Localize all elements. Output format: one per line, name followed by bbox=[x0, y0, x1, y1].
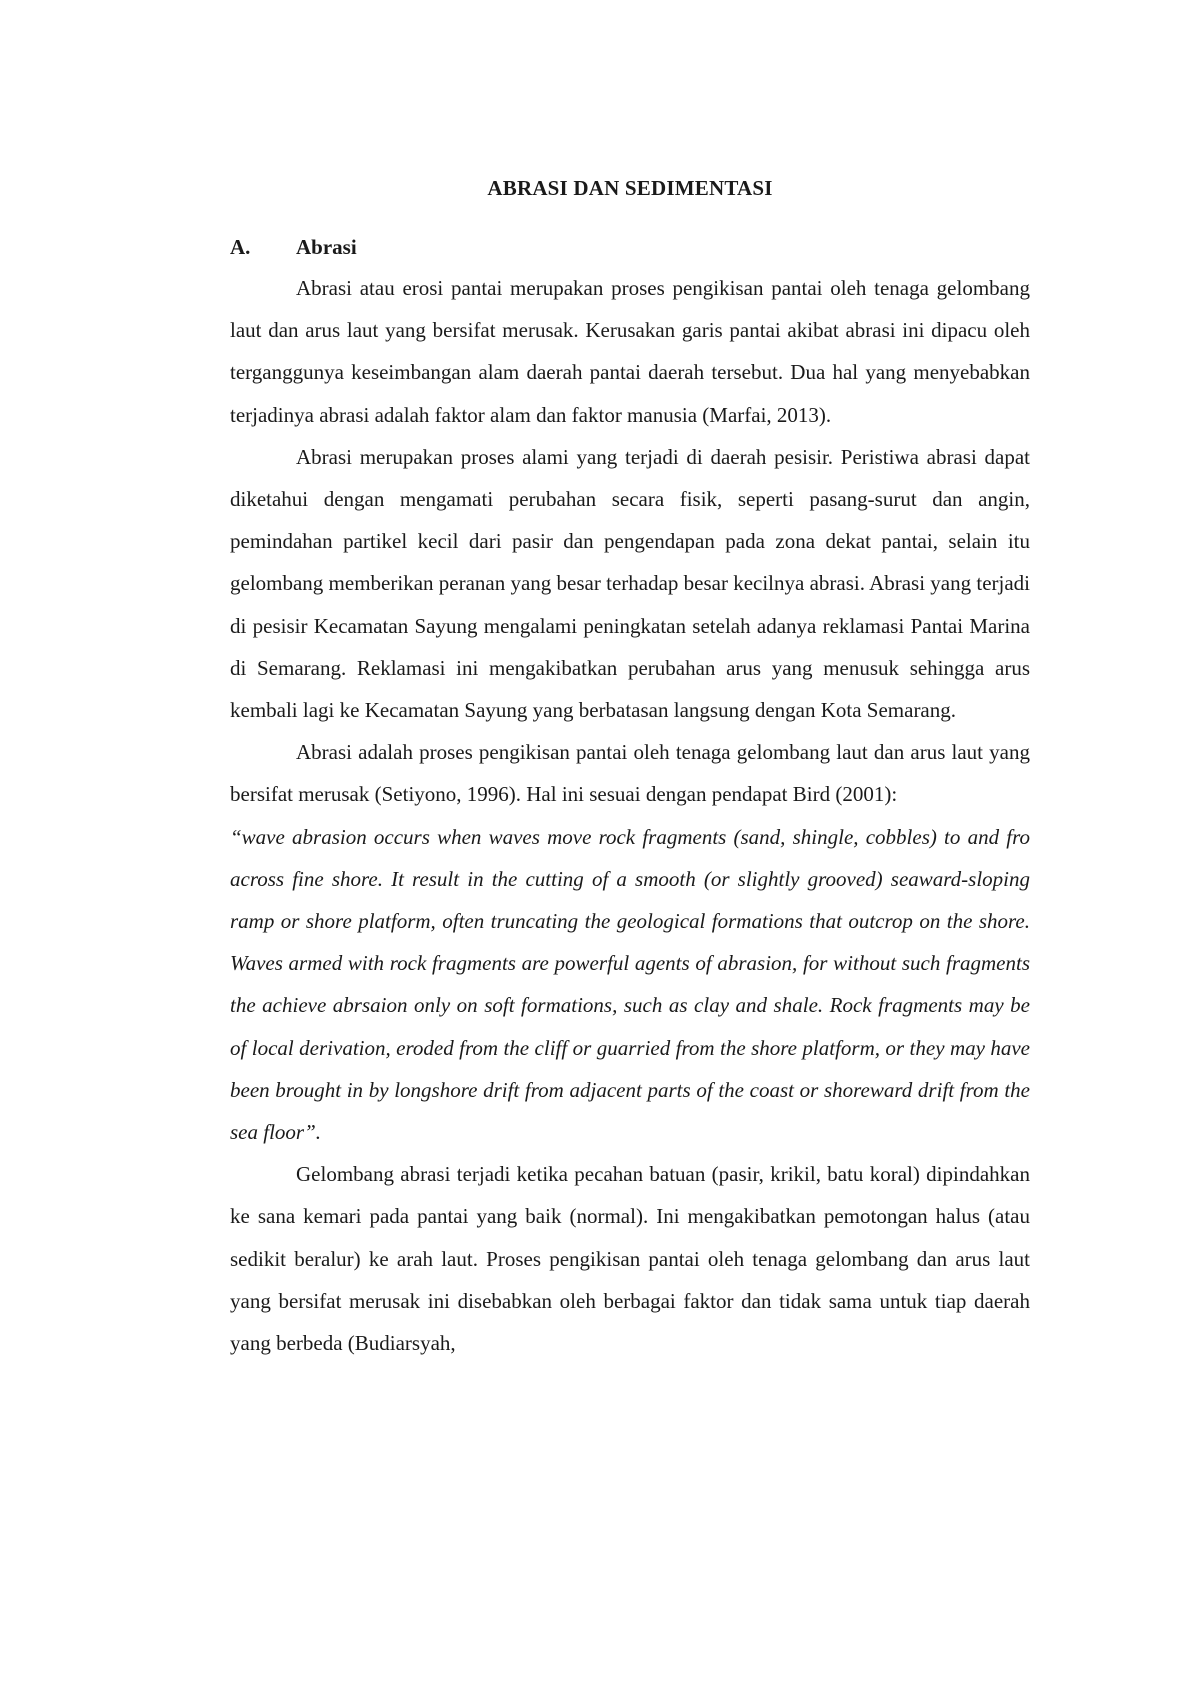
paragraph-2: Abrasi merupakan proses alami yang terjadi di daerah pesisir. Peristiwa abrasi dapat diketahui dengan mengamati perubahan secara fisik, seperti pasang-surut dan angin, pemindahan partikel kecil dari pasir dan pengendapan pada zona dekat pantai, selain itu gelombang memberikan peranan yang besar terhadap besar kecilnya abrasi. Abrasi yang terjadi di pesisir Kecamatan Sayung mengalami peningkatan setelah adanya reklamasi Pantai Marina di Semarang. Reklamasi ini mengakibatkan perubahan arus yang menusuk sehingga arus kembali lagi ke Kecamatan Sayung yang berbatasan langsung dengan Kota Semarang. bbox=[230, 444, 1031, 723]
document-title: ABRASI DAN SEDIMENTASI bbox=[487, 176, 773, 200]
paragraph-3: Abrasi adalah proses pengikisan pantai oleh tenaga gelombang laut dan arus laut yang bersifat merusak (Setiyono, 1996). Hal ini sesuai dengan pendapat Bird (2001): bbox=[230, 740, 1030, 807]
section-number: A. bbox=[230, 235, 251, 259]
paragraph-4: Gelombang abrasi terjadi ketika pecahan batuan (pasir, krikil, batu koral) dipindahkan ke sana kemari pada pantai yang baik (normal). Ini mengakibatkan pemotongan halus (atau sedikit beralur) ke arah laut. Proses pengikisan pantai oleh tenaga gelombang dan arus laut yang bersifat merusak ini disebabkan oleh berbagai faktor dan tidak sama untuk tiap daerah yang berbeda (Budiarsyah, bbox=[230, 1162, 1030, 1356]
paragraph-1: Abrasi atau erosi pantai merupakan proses pengikisan pantai oleh tenaga gelombang laut dan arus laut yang bersifat merusak. Kerusakan garis pantai akibat abrasi ini dipacu oleh terganggunya keseimbangan alam daerah pantai daerah tersebut. Dua hal yang menyebabkan terjadinya abrasi adalah faktor alam dan faktor manusia (Marfai, 2013). bbox=[230, 276, 1030, 427]
section-title: Abrasi bbox=[296, 235, 357, 259]
block-quote: “wave abrasion occurs when waves move rock fragments (sand, shingle, cobbles) to and fro across fine shore. It result in the cutting of a smooth (or slightly grooved) seaward-sloping ramp or shore platform, often truncating the geological formations that outcrop on the shore. Waves armed with rock fragments are powerful agents of abrasion, for without such fragments the achieve abrsaion only on soft formations, such as clay and shale. Rock fragments may be of local derivation, eroded from the cliff or guarried from the shore platform, or they may have been brought in by longshore drift from adjacent parts of the coast or shoreward drift from the sea floor”. bbox=[230, 824, 1030, 1145]
section-heading-abrasi bbox=[230, 227, 1030, 267]
page-content bbox=[230, 168, 1030, 1364]
